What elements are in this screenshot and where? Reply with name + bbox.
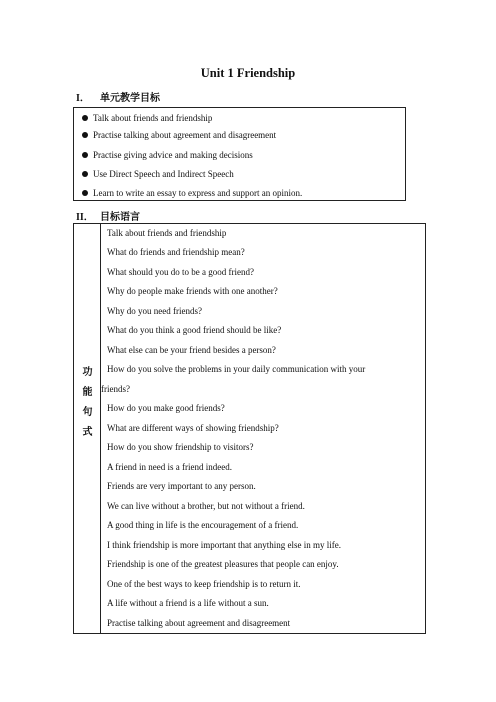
sentence-line: I think friendship is more important that anything else in my life. [107, 540, 341, 550]
side-label-char: 句 [82, 407, 93, 418]
sentence-line: What should you do to be a good friend? [107, 267, 254, 277]
section-heading-goals [76, 89, 160, 104]
page-title: Unit 1 Friendship [200, 66, 296, 80]
goals-box [73, 107, 406, 201]
sentence-line: Why do people make friends with one another? [107, 286, 278, 296]
bullet-icon [82, 132, 88, 138]
bullet-icon [82, 171, 88, 177]
sentence-line: What do friends and friendship mean? [107, 247, 245, 257]
side-label-char: 能 [82, 387, 93, 398]
target-language-table [73, 223, 426, 634]
section-numeral: I． [76, 93, 90, 104]
section-numeral: II． [76, 212, 94, 223]
sentence-line: Friendship is one of the greatest pleasures that people can enjoy. [107, 559, 339, 569]
sentence-line: What else can be your friend besides a person? [107, 345, 276, 355]
section-heading-text: 单元教学目标 [100, 93, 160, 104]
sentence-line: A friend in need is a friend indeed. [107, 462, 232, 472]
sentence-line: How do you make good friends? [107, 403, 225, 413]
sentence-line: We can live without a brother, but not without a friend. [107, 501, 305, 511]
bullet-icon [82, 115, 88, 121]
sentence-line: Friends are very important to any person. [107, 481, 256, 491]
sentence-line: What do you think a good friend should be like? [107, 325, 282, 335]
section-heading-language [76, 208, 140, 223]
sentence-line: Talk about friends and friendship [107, 228, 227, 238]
bullet-icon [82, 190, 88, 196]
sentence-line: A life without a friend is a life without a sun. [107, 598, 269, 608]
sentence-line: How do you solve the problems in your daily communication with your [107, 364, 366, 374]
sentence-line: One of the best ways to keep friendship is to return it. [107, 579, 301, 589]
bullet-icon [82, 152, 88, 158]
goal-text: Practise talking about agreement and disagreement [93, 130, 277, 140]
sentence-line: Why do you need friends? [107, 306, 202, 316]
section-heading-text: 目标语言 [100, 212, 140, 223]
sentence-line: Practise talking about agreement and disagreement [107, 618, 291, 628]
goal-text: Use Direct Speech and Indirect Speech [93, 169, 234, 179]
side-label-char: 式 [82, 427, 93, 438]
goal-text: Learn to write an essay to express and support an opinion. [93, 188, 303, 198]
goal-text: Practise giving advice and making decisions [93, 150, 253, 160]
sentence-line: friends? [101, 384, 130, 394]
side-label-char: 功 [82, 367, 93, 378]
sentence-line: What are different ways of showing friendship? [107, 423, 279, 433]
sentence-line: A good thing in life is the encouragement of a friend. [107, 520, 299, 530]
goal-text: Talk about friends and friendship [93, 113, 213, 123]
sentence-line: How do you show friendship to visitors? [107, 442, 254, 452]
side-label-cell [74, 224, 101, 633]
